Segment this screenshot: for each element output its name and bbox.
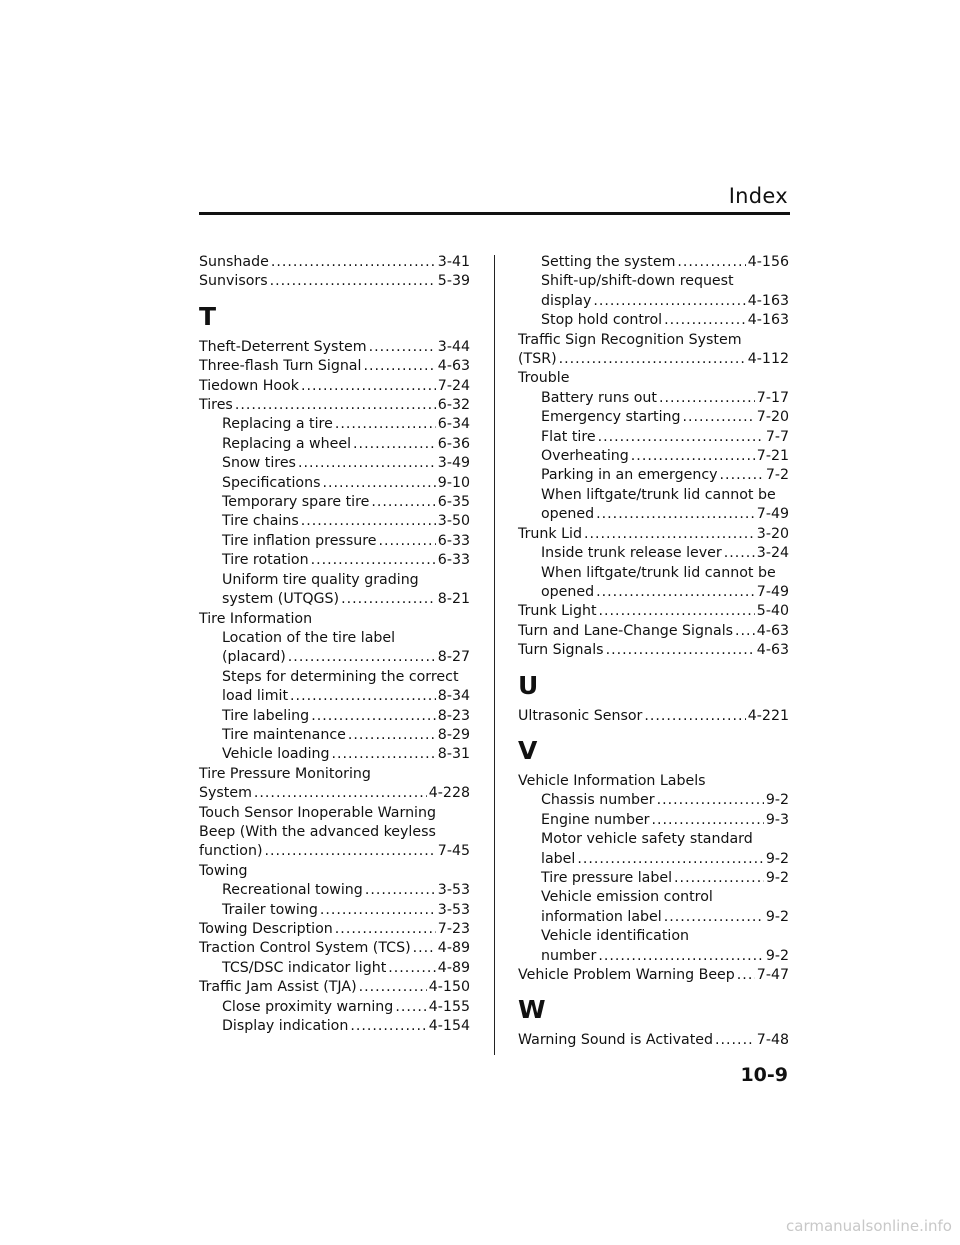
index-entry-text: Snow tires <box>222 455 296 472</box>
index-entry-text: Replacing a wheel <box>222 435 352 452</box>
index-entry-text: Stop hold control <box>541 312 663 329</box>
index-page-ref[interactable]: 6-32 <box>437 397 470 414</box>
index-entry <box>518 641 789 660</box>
dot-leader <box>644 707 745 726</box>
index-entry-text: Traction Control System (TCS) <box>199 940 411 957</box>
index-entry-text: Three-flash Turn Signal <box>199 358 362 375</box>
dot-leader <box>265 842 436 861</box>
index-entry-text: Trunk Light <box>518 603 597 620</box>
index-page-ref[interactable]: 4-163 <box>747 292 789 309</box>
index-page-ref[interactable]: 4-89 <box>437 940 470 957</box>
index-entry-text: Tire labeling <box>222 707 310 724</box>
index-page-ref[interactable]: 7-7 <box>765 428 789 445</box>
index-page-ref[interactable]: 4-155 <box>428 998 470 1015</box>
dot-leader <box>311 707 436 726</box>
index-subentry <box>518 272 789 311</box>
index-entry-text: number <box>541 947 597 964</box>
dot-leader <box>335 415 436 434</box>
index-entry-text-line: Tire Pressure Monitoring <box>199 765 371 782</box>
dot-leader <box>332 745 436 764</box>
index-subentry <box>199 493 470 512</box>
index-entry-text: Vehicle Problem Warning Beep <box>518 967 735 983</box>
index-entry-text: Display indication <box>222 1018 349 1035</box>
index-entry <box>199 396 470 415</box>
index-entry-text: Sunshade <box>199 254 269 270</box>
index-entry-text-line: Uniform tire quality grading <box>222 571 419 588</box>
index-entry-text-line: Vehicle emission control <box>541 889 713 906</box>
index-entry-text-line: Location of the tire label <box>222 629 396 646</box>
index-page-ref[interactable]: 6-33 <box>437 532 470 549</box>
index-page-ref[interactable]: 4-63 <box>437 358 470 375</box>
index-subentry <box>518 311 789 330</box>
index-page-ref[interactable]: 6-35 <box>437 494 470 511</box>
dot-leader <box>606 641 755 660</box>
index-entry-text: (TSR) <box>518 351 557 368</box>
dot-leader <box>335 920 436 939</box>
index-entry-text: Chassis number <box>541 792 655 809</box>
index-entry-text: Overheating <box>541 448 629 465</box>
index-entry <box>518 602 789 621</box>
index-subentry <box>199 629 470 668</box>
index-subentry <box>199 454 470 473</box>
index-entry-text: Vehicle loading <box>222 746 330 763</box>
index-entry-text: (placard) <box>222 649 286 666</box>
index-entry-text: Tire rotation <box>222 552 309 569</box>
index-entry-text: TCS/DSC indicator light <box>222 959 387 976</box>
dot-leader <box>363 357 435 376</box>
index-subentry <box>199 707 470 726</box>
index-subentry <box>518 869 789 888</box>
index-subentry <box>518 486 789 525</box>
index-subentry <box>518 408 789 427</box>
dot-leader <box>320 901 436 920</box>
index-page-ref[interactable]: 8-23 <box>437 707 470 724</box>
index-subentry <box>199 571 470 610</box>
index-subentry <box>518 466 789 485</box>
index-entry-text: Setting the system <box>541 254 676 270</box>
column-divider <box>494 255 495 1055</box>
index-entry-text-line: Traffic Sign Recognition System <box>518 331 742 348</box>
index-entry <box>199 939 470 958</box>
index-page-ref[interactable]: 4-63 <box>756 622 789 639</box>
dot-leader <box>596 583 755 602</box>
index-subentry <box>199 959 470 978</box>
index-page-ref[interactable]: 8-29 <box>437 726 470 743</box>
index-entry-text: Specifications <box>222 474 321 491</box>
index-page-ref[interactable]: 4-154 <box>428 1018 470 1035</box>
index-column-right <box>518 253 789 1051</box>
dot-leader <box>413 939 436 958</box>
dot-leader <box>593 292 745 311</box>
dot-leader <box>369 338 436 357</box>
dot-leader <box>288 648 436 667</box>
dot-leader <box>598 947 763 966</box>
page-number: 10-9 <box>740 1064 788 1086</box>
dot-leader <box>311 551 436 570</box>
dot-leader <box>348 726 436 745</box>
index-entry-text: load limit <box>222 688 289 705</box>
dot-leader <box>359 978 427 997</box>
index-page-ref[interactable]: 9-2 <box>765 850 789 867</box>
dot-leader <box>322 474 435 493</box>
index-entry-text: Parking in an emergency <box>541 467 718 484</box>
index-page-ref[interactable]: 7-49 <box>756 583 789 600</box>
index-section-letter: W <box>518 995 546 1025</box>
dot-leader <box>301 377 436 396</box>
index-page-ref[interactable]: 9-2 <box>765 869 789 886</box>
dot-leader <box>341 590 436 609</box>
dot-leader <box>395 998 426 1017</box>
index-entry-text-line: Vehicle identification <box>541 928 690 945</box>
index-entry-text: Trouble <box>518 370 570 387</box>
index-entry <box>199 862 470 881</box>
index-page-ref[interactable]: 4-221 <box>747 707 789 724</box>
dot-leader <box>270 272 436 291</box>
index-page-ref[interactable]: 4-89 <box>437 959 470 976</box>
dot-leader <box>677 253 745 272</box>
index-page-ref[interactable]: 7-24 <box>437 377 470 394</box>
index-entry-text: Theft-Deterrent System <box>199 338 367 355</box>
index-section-letter: T <box>199 301 217 331</box>
dot-leader <box>664 908 764 927</box>
index-entry <box>518 525 789 544</box>
index-page-ref[interactable]: 3-53 <box>437 882 470 899</box>
index-page-ref[interactable]: 7-45 <box>437 843 470 860</box>
dot-leader <box>720 466 764 485</box>
index-subentry <box>199 726 470 745</box>
index-entry-text: Trunk Lid <box>518 525 582 542</box>
index-page-ref[interactable]: 7-2 <box>765 467 789 484</box>
dot-leader <box>577 850 764 869</box>
index-entry-text: System <box>199 785 252 802</box>
index-entry-text-line: When liftgate/trunk lid cannot be <box>541 564 776 581</box>
index-page-ref[interactable]: 8-27 <box>437 649 470 666</box>
index-page-ref[interactable]: 7-17 <box>756 389 789 406</box>
dot-leader <box>674 869 764 888</box>
index-page-ref[interactable]: 7-47 <box>756 967 789 983</box>
index-page-ref[interactable]: 7-49 <box>756 506 789 523</box>
dot-leader <box>271 253 436 272</box>
index-entry-text: Flat tire <box>541 428 596 445</box>
index-page-ref[interactable]: 6-33 <box>437 552 470 569</box>
index-subentry <box>199 512 470 531</box>
index-page-ref[interactable]: 3-44 <box>437 338 470 355</box>
index-subentry <box>518 428 789 447</box>
index-page-ref[interactable]: 4-63 <box>756 642 789 659</box>
index-entry-text: Towing Description <box>199 921 333 937</box>
dot-leader <box>598 428 764 447</box>
dot-leader <box>298 454 436 473</box>
index-entry-text: opened <box>541 583 595 600</box>
index-subentry <box>199 998 470 1017</box>
index-entry-text: Tiedown Hook <box>199 377 299 394</box>
index-entry-text: Traffic Jam Assist (TJA) <box>199 979 357 996</box>
index-page-ref[interactable]: 4-156 <box>747 254 789 270</box>
dot-leader <box>365 881 436 900</box>
index-page-ref[interactable]: 9-2 <box>765 792 789 809</box>
index-entry-text: Sunvisors <box>199 273 268 290</box>
index-page-ref[interactable]: 8-31 <box>437 746 470 763</box>
index-entry-text: Emergency starting <box>541 409 681 426</box>
index-entry-text-line: Beep (With the advanced keyless <box>199 823 436 840</box>
dot-leader <box>596 505 755 524</box>
index-subentry <box>518 811 789 830</box>
dot-leader <box>659 389 755 408</box>
index-entry-text: Tire pressure label <box>541 869 673 886</box>
index-entry-text: information label <box>541 908 662 925</box>
index-page-ref[interactable]: 7-21 <box>756 448 789 465</box>
index-page-ref[interactable]: 8-21 <box>437 591 470 608</box>
index-entry <box>199 357 470 376</box>
index-page-ref[interactable]: 9-10 <box>437 474 470 491</box>
index-subentry <box>199 1017 470 1036</box>
index-subentry <box>518 253 789 272</box>
index-page-ref[interactable]: 9-2 <box>765 947 789 964</box>
dot-leader <box>737 966 755 985</box>
index-entry <box>199 804 470 862</box>
index-page-ref[interactable]: 5-39 <box>437 273 470 290</box>
watermark: carmanualsonline.info <box>786 1217 952 1235</box>
index-entry <box>199 765 470 804</box>
index-page-ref[interactable]: 7-48 <box>756 1032 789 1049</box>
index-entry-text: Tires <box>199 397 233 414</box>
index-entry <box>518 622 789 641</box>
index-entry-text: Tire chains <box>222 513 299 530</box>
index-entry-text: label <box>541 850 576 867</box>
index-subentry <box>199 668 470 707</box>
index-page-ref[interactable]: 7-20 <box>756 409 789 426</box>
index-subentry <box>518 927 789 966</box>
index-entry-text: Vehicle Information Labels <box>518 772 706 789</box>
dot-leader <box>584 525 755 544</box>
index-page-ref[interactable]: 4-112 <box>747 351 789 368</box>
index-page-ref[interactable]: 3-24 <box>756 545 789 562</box>
index-subentry <box>518 389 789 408</box>
index-entry <box>199 920 470 939</box>
dot-leader <box>371 493 435 512</box>
index-section-letter: U <box>518 670 539 700</box>
index-entry-text: Inside trunk release lever <box>541 545 722 562</box>
index-subentry <box>199 474 470 493</box>
index-subentry <box>199 551 470 570</box>
index-entry-text: Turn and Lane-Change Signals <box>518 622 734 639</box>
index-page-ref[interactable]: 5-40 <box>756 603 789 620</box>
dot-leader <box>254 784 427 803</box>
index-page-ref[interactable]: 8-34 <box>437 688 470 705</box>
index-page-ref[interactable]: 6-34 <box>437 416 470 433</box>
index-entry <box>518 966 789 985</box>
index-page-ref[interactable]: 7-23 <box>437 921 470 937</box>
index-entry-text: Close proximity warning <box>222 998 394 1015</box>
index-entry-text: Tire inflation pressure <box>222 532 377 549</box>
index-subentry <box>518 830 789 869</box>
index-page-ref[interactable]: 4-150 <box>428 979 470 996</box>
dot-leader <box>664 311 746 330</box>
dot-leader <box>683 408 755 427</box>
dot-leader <box>631 447 755 466</box>
index-section-letter: V <box>518 735 538 765</box>
index-entry-text: system (UTQGS) <box>222 591 340 608</box>
index-entry <box>199 978 470 997</box>
dot-leader <box>290 687 436 706</box>
index-page-ref[interactable]: 4-163 <box>747 312 789 329</box>
header-rule <box>199 212 790 215</box>
index-entry-text: Temporary spare tire <box>222 494 370 511</box>
dot-leader <box>735 622 755 641</box>
index-entry-text: opened <box>541 506 595 523</box>
index-entry <box>518 772 789 791</box>
index-page-ref[interactable]: 3-49 <box>437 455 470 472</box>
dot-leader <box>559 350 746 369</box>
index-entry-text-line: Shift-up/shift-down request <box>541 273 734 290</box>
index-subentry <box>199 745 470 764</box>
index-entry-text: Towing <box>199 862 248 879</box>
dot-leader <box>301 512 436 531</box>
index-page-ref[interactable]: 6-36 <box>437 435 470 452</box>
index-subentry <box>518 564 789 603</box>
index-page-ref[interactable]: 3-41 <box>437 254 470 270</box>
index-subentry <box>199 435 470 454</box>
index-entry <box>518 331 789 370</box>
index-subentry <box>199 415 470 434</box>
dot-leader <box>715 1031 755 1050</box>
index-entry-text: function) <box>199 843 263 860</box>
index-entry-text: Trailer towing <box>222 901 318 918</box>
index-page-ref[interactable]: 3-50 <box>437 513 470 530</box>
index-page-ref[interactable]: 9-2 <box>765 908 789 925</box>
index-page-ref[interactable]: 9-3 <box>765 811 789 828</box>
index-subentry <box>518 791 789 810</box>
page-header-title: Index <box>728 184 788 208</box>
dot-leader <box>350 1017 426 1036</box>
index-page-ref[interactable]: 4-228 <box>428 785 470 802</box>
index-column-left <box>199 253 470 1036</box>
index-entry-text: Tire maintenance <box>222 726 346 743</box>
index-subentry <box>518 888 789 927</box>
index-entry-text: Battery runs out <box>541 389 657 406</box>
index-entry <box>199 377 470 396</box>
index-entry-text-line: When liftgate/trunk lid cannot be <box>541 486 776 503</box>
index-subentry <box>199 881 470 900</box>
index-entry-text: Recreational towing <box>222 882 363 899</box>
index-entry-text-line: Motor vehicle safety standard <box>541 831 753 848</box>
dot-leader <box>235 396 436 415</box>
dot-leader <box>657 791 764 810</box>
index-entry-text: display <box>541 292 592 309</box>
index-subentry <box>199 532 470 551</box>
index-entry-text-line: Touch Sensor Inoperable Warning <box>199 804 437 821</box>
index-entry <box>199 272 470 291</box>
index-entry <box>518 1031 789 1050</box>
dot-leader <box>388 959 436 978</box>
index-subentry <box>518 544 789 563</box>
index-entry-text: Turn Signals <box>518 642 604 659</box>
index-subentry <box>518 447 789 466</box>
dot-leader <box>652 811 764 830</box>
index-page-ref[interactable]: 3-20 <box>756 525 789 542</box>
index-entry-text: Tire Information <box>199 610 313 627</box>
index-entry-text-line: Steps for determining the correct <box>222 668 459 685</box>
index-subentry <box>199 901 470 920</box>
dot-leader <box>724 544 755 563</box>
index-entry <box>518 707 789 726</box>
index-page-ref[interactable]: 3-53 <box>437 901 470 918</box>
index-entry-text: Engine number <box>541 811 650 828</box>
index-entry <box>518 369 789 388</box>
index-entry <box>199 610 470 629</box>
index-entry-text: Warning Sound is Activated <box>518 1032 714 1049</box>
dot-leader <box>353 435 436 454</box>
dot-leader <box>378 532 435 551</box>
index-entry <box>199 338 470 357</box>
index-entry <box>199 253 470 272</box>
dot-leader <box>599 602 755 621</box>
index-entry-text: Ultrasonic Sensor <box>518 707 643 724</box>
index-entry-text: Replacing a tire <box>222 416 333 433</box>
